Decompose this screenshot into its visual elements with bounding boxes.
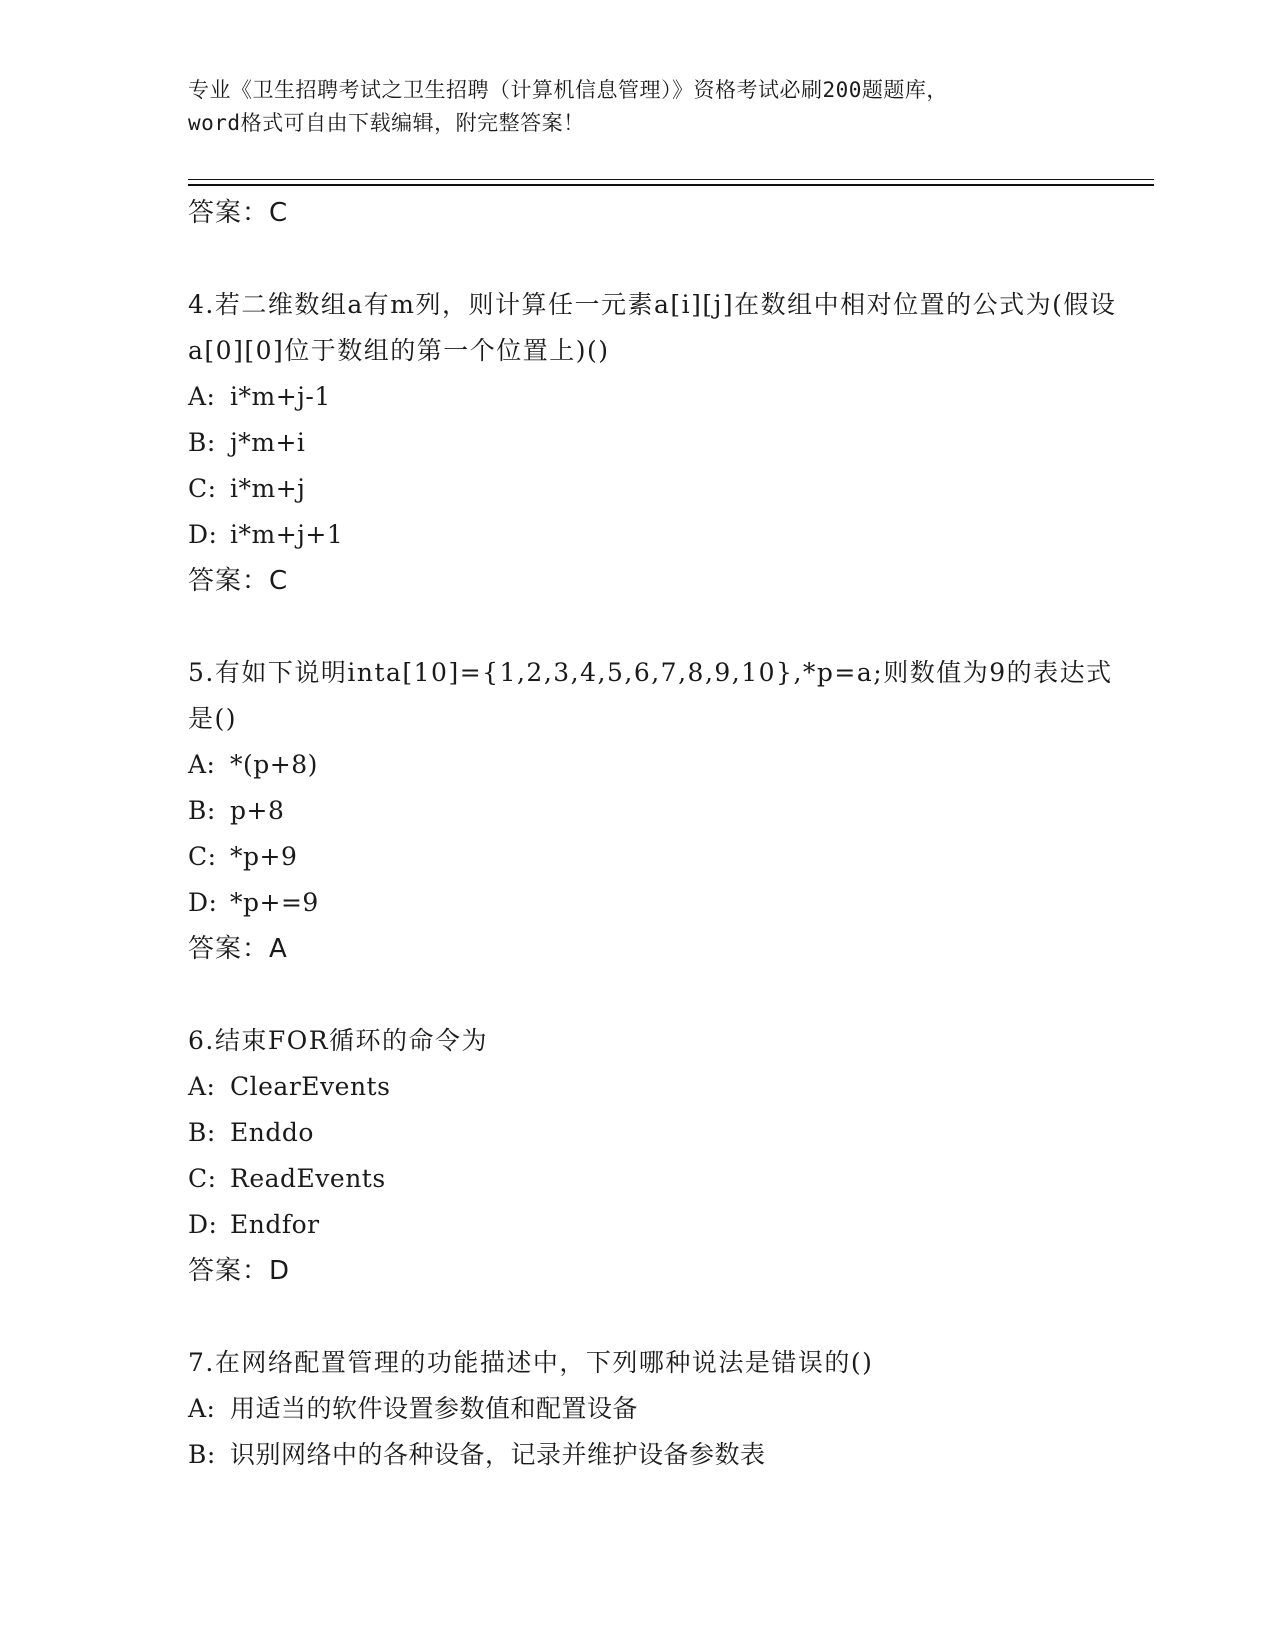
option-item — [188, 742, 1118, 788]
answer-prefix: 答案： — [188, 198, 270, 228]
option-text: p+8 — [230, 796, 285, 825]
answer-line — [188, 190, 1118, 236]
option-label: C: — [188, 1164, 217, 1193]
option-text: Enddo — [230, 1118, 314, 1147]
option-label: A: — [188, 1072, 216, 1101]
option-label: D: — [188, 520, 218, 549]
answer-line — [188, 1248, 1118, 1294]
answer-value: C — [269, 566, 289, 596]
option-text: i*m+j-1 — [230, 382, 331, 411]
header-divider-thin — [188, 179, 1154, 180]
answer-prefix: 答案： — [188, 934, 270, 964]
answer-line — [188, 558, 1118, 604]
answer-value: D — [269, 1256, 291, 1286]
option-item — [188, 1156, 1118, 1202]
option-label: C: — [188, 842, 217, 871]
option-label: D: — [188, 888, 218, 917]
question-block — [188, 1340, 1118, 1478]
option-item — [188, 466, 1118, 512]
option-text: 用适当的软件设置参数值和配置设备 — [230, 1394, 639, 1423]
option-text: j*m+i — [230, 428, 306, 457]
document-header — [188, 74, 1088, 140]
option-item — [188, 834, 1118, 880]
header-line-2: word格式可自由下载编辑，附完整答案！ — [188, 111, 585, 135]
option-text: *(p+8) — [230, 750, 318, 779]
option-label: C: — [188, 474, 217, 503]
option-label: B: — [188, 1118, 216, 1147]
option-item — [188, 420, 1118, 466]
answer-prefix: 答案： — [188, 1256, 270, 1286]
question-text: 7.在网络配置管理的功能描述中，下列哪种说法是错误的() — [188, 1348, 874, 1377]
option-item — [188, 1064, 1118, 1110]
question-text: 4.若二维数组a有m列，则计算任一元素a[i][j]在数组中相对位置的公式为(假设a[0][0]位于数组的第一个位置上)() — [188, 290, 1117, 365]
option-item — [188, 1432, 1118, 1478]
option-label: B: — [188, 796, 216, 825]
answer-value: A — [269, 934, 288, 964]
question-text: 6.结束FOR循环的命令为 — [188, 1026, 489, 1055]
option-item — [188, 1386, 1118, 1432]
option-label: A: — [188, 750, 216, 779]
option-label: A: — [188, 382, 216, 411]
option-text: ReadEvents — [230, 1164, 386, 1193]
answer-line — [188, 926, 1118, 972]
option-text: *p+=9 — [230, 888, 319, 917]
option-item — [188, 374, 1118, 420]
option-label: A: — [188, 1394, 216, 1423]
option-item — [188, 1110, 1118, 1156]
option-item — [188, 788, 1118, 834]
option-text: ClearEvents — [230, 1072, 391, 1101]
answer-prefix: 答案： — [188, 566, 270, 596]
question-block — [188, 282, 1118, 604]
header-divider-thick — [188, 184, 1154, 186]
option-label: B: — [188, 428, 216, 457]
question-block — [188, 650, 1118, 972]
option-text: 识别网络中的各种设备，记录并维护设备参数表 — [230, 1440, 766, 1469]
option-label: D: — [188, 1210, 218, 1239]
question-list — [188, 190, 1118, 1478]
option-text: Endfor — [230, 1210, 320, 1239]
option-text: i*m+j+1 — [230, 520, 344, 549]
question-block — [188, 1018, 1118, 1294]
option-text: i*m+j — [230, 474, 306, 503]
option-label: B: — [188, 1440, 216, 1469]
option-item — [188, 1202, 1118, 1248]
option-text: *p+9 — [230, 842, 298, 871]
answer-value: C — [269, 198, 289, 228]
header-line-1: 专业《卫生招聘考试之卫生招聘（计算机信息管理）》资格考试必刷200题题库， — [188, 78, 948, 102]
option-item — [188, 512, 1118, 558]
option-item — [188, 880, 1118, 926]
question-text: 5.有如下说明inta[10]={1,2,3,4,5,6,7,8,9,10},*p=a;则数值为9的表达式是() — [188, 658, 1113, 733]
